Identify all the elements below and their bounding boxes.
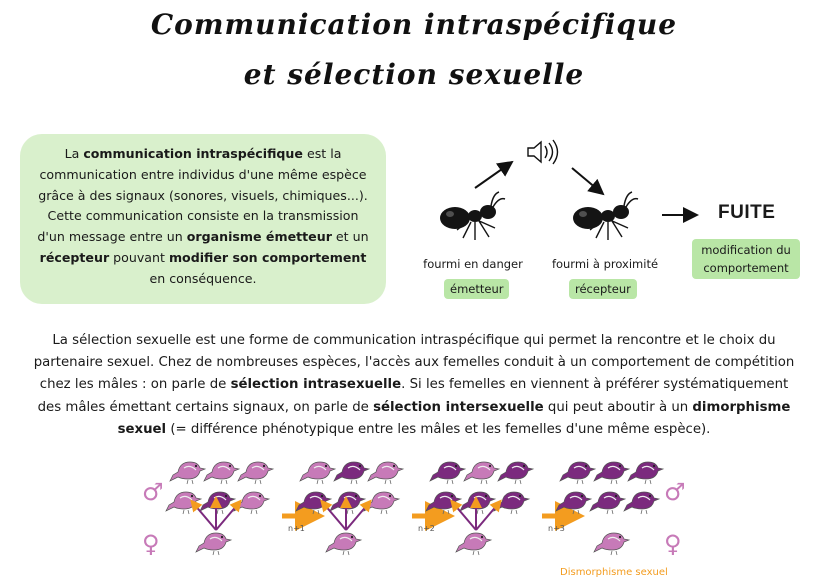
para-bold-term: sélection intersexuelle xyxy=(373,399,544,415)
bird-icon xyxy=(460,492,495,514)
bird-icon xyxy=(296,492,331,514)
ant2-label: fourmi à proximité xyxy=(551,257,659,271)
female-symbol: ♀ xyxy=(142,530,160,558)
generation-label: n+3 xyxy=(548,524,565,533)
bird-icon xyxy=(498,462,533,484)
bird-icon xyxy=(204,462,239,484)
bird-icon xyxy=(594,462,629,484)
para-text: qui peut aboutir à un xyxy=(543,399,693,415)
bird-icon xyxy=(594,533,629,555)
bird-icon xyxy=(166,492,201,514)
ant2-tag: récepteur xyxy=(569,279,637,299)
bird-icon xyxy=(464,462,499,484)
para-bold-term: dimorphisme sexuel xyxy=(117,399,791,437)
dimorphism-caption: Dismorphisme sexuel xyxy=(560,567,668,578)
bird-icon xyxy=(238,462,273,484)
def-bold-term: organisme émetteur xyxy=(186,229,332,245)
def-bold-term: modifier son comportement xyxy=(168,249,367,265)
result-tag: modification du comportement xyxy=(692,239,800,279)
title-line-2: et sélection sexuelle xyxy=(243,58,585,91)
bird-icon xyxy=(624,492,659,514)
arrow-icon xyxy=(475,162,512,188)
bird-icon xyxy=(326,533,361,555)
title-line-1: Communication intraspécifique xyxy=(150,8,678,41)
result-label: FUITE xyxy=(718,202,776,223)
bird-icon xyxy=(628,462,663,484)
ant-icon xyxy=(573,192,638,240)
speaker-icon xyxy=(528,140,558,164)
bird-icon xyxy=(494,492,529,514)
male-symbol: ♂ xyxy=(664,478,686,506)
bird-icon xyxy=(560,462,595,484)
def-bold-term: récepteur xyxy=(39,249,110,265)
ant-icon xyxy=(440,192,505,240)
def-text: pouvant xyxy=(109,249,169,265)
bird-icon xyxy=(330,492,365,514)
def-text: La xyxy=(64,146,84,161)
bird-icon xyxy=(456,533,491,555)
evolution-diagram xyxy=(142,462,686,578)
bird-icon xyxy=(426,492,461,514)
bird-icon xyxy=(368,462,403,484)
para-text: La sélection sexuelle est une forme de communication intraspécifique qui permet la rencontre et le choix du partenaire sexuel. Chez de nombreuses espèces, l'accès aux femelles conduit à un comportement de compétition chez les mâles : on parle de xyxy=(33,333,795,393)
bird-icon xyxy=(196,533,231,555)
sexual-selection-paragraph xyxy=(30,330,798,441)
def-text: en conséquence. xyxy=(149,270,257,286)
arrow-icon xyxy=(572,168,603,194)
bird-icon xyxy=(170,462,205,484)
male-symbol: ♂ xyxy=(142,478,164,506)
generation-label: n+2 xyxy=(418,524,435,533)
def-bold-term: communication intraspécifique xyxy=(83,146,303,161)
generation-label: n+1 xyxy=(288,524,305,533)
bird-icon xyxy=(334,462,369,484)
def-text: est la communication entre individus d'une même espèce grâce à des signaux (sonores, visuels, chimiques...). Cette communication consiste en la transmission d'un message entre un xyxy=(37,146,368,245)
para-bold-term: sélection intrasexuelle xyxy=(230,377,402,393)
bird-icon xyxy=(234,492,269,514)
bird-icon xyxy=(590,492,625,514)
para-text: (= différence phénotypique entre les mâles et les femelles d'une même espèce). xyxy=(166,421,711,437)
bird-icon xyxy=(200,492,235,514)
para-text: . Si les femelles en viennent à préférer systématiquement des mâles émettant certains signaux, on parle de xyxy=(37,377,789,415)
def-text: et un xyxy=(331,229,369,245)
bird-icon xyxy=(430,462,465,484)
bird-icon xyxy=(300,462,335,484)
bird-icon xyxy=(364,492,399,514)
ant1-tag: émetteur xyxy=(444,279,509,299)
ant1-label: fourmi en danger xyxy=(423,257,523,271)
female-symbol: ♀ xyxy=(664,530,682,558)
bird-icon xyxy=(556,492,591,514)
